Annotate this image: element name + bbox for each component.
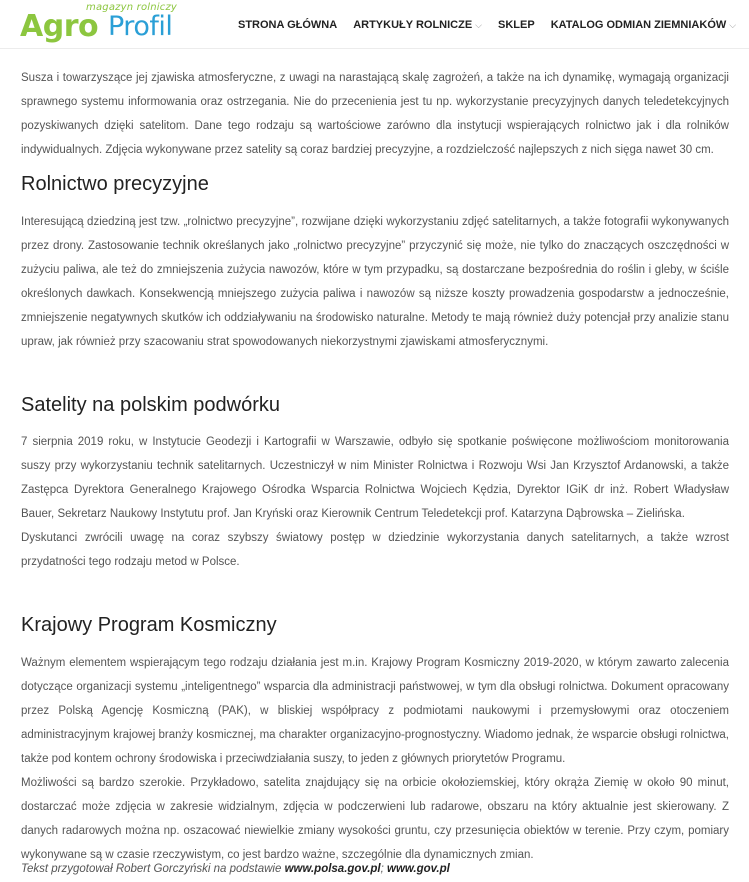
logo-tagline: magazyn rolniczy — [86, 2, 178, 13]
credit-separator: ; — [380, 863, 388, 875]
nav-item-home[interactable] — [238, 17, 337, 33]
section-paragraph: Możliwości są bardzo szerokie. Przykładowo, satelita znajdujący się na orbicie okołoziemskiej, który okrąża Ziemię w około 90 minut, dostarczać może zdjęcia w zakresie widzialnym, zdjęcia w podczerwieni lub radarowe, obszaru na który aktualnie jest skierowany. Z danych radarowych można np. oszacować niewielkie zmiany wysokości gruntu, czy przesunięcia obiektów w terenie. Przy czym, pomiary wykonywane są w czasie rzeczywistym, co jest bardzo ważne, szczególnie dla dynamicznych zmian. — [21, 777, 729, 861]
article-credit — [21, 859, 450, 879]
section-body-satellites — [21, 430, 729, 574]
section-paragraph: Ważnym elementem wspierającym tego rodzaju działania jest m.in. Krajowy Program Kosmiczny 2019-2020, w którym zawarto zalecenia dotyczące organizacji systemu „inteligentnego” wsparcia dla administracji państwowej, w tym dla obsługi rolnictwa. Dokument opracowany przez Polską Agencję Kosmiczną (PAK), w bliskiej współpracy z podmiotami naukowymi i przemysłowymi oraz otoczeniem administracyjnym krajowej branży kosmicznej, ma charakter organizacyjno-prognostyczny. Wiadomo jednak, że wsparcie obsługi rolnictwa, także pod kontem ochrony środowiska i przeciwdziałania suszy, to jeden z głównych priorytetów Programu. — [21, 657, 729, 765]
section-paragraph: Dyskutanci zwrócili uwagę na coraz szybszy światowy postęp w dziedzinie wykorzystania danych satelitarnych, a także wzrost przydatności tego rodzaju metod w Polsce. — [21, 532, 729, 568]
chevron-down-icon: ⌵ — [729, 19, 737, 30]
nav-label: STRONA GŁÓWNA — [238, 19, 338, 31]
section-heading-space-program: Krajowy Program Kosmiczny — [21, 614, 277, 636]
nav-item-catalog[interactable] — [551, 17, 736, 33]
nav-label: ARTYKUŁY ROLNICZE — [353, 19, 473, 31]
main-nav — [238, 17, 736, 33]
chevron-down-icon: ⌵ — [475, 19, 482, 30]
nav-label: KATALOG ODMIAN ZIEMNIAKÓW — [550, 19, 727, 31]
section-heading-satellites: Satelity na polskim podwórku — [21, 394, 281, 416]
section-heading-precision: Rolnictwo precyzyjne — [21, 173, 209, 195]
site-logo[interactable] — [20, 2, 190, 46]
credit-text: Tekst przygotował Robert Gorczyński na podstawie — [21, 863, 285, 875]
nav-label: SKLEP — [498, 19, 535, 31]
nav-item-shop[interactable] — [498, 17, 535, 33]
section-paragraph: 7 sierpnia 2019 roku, w Instytucie Geodezji i Kartografii w Warszawie, odbyło się spotkanie poświęcone możliwościom monitorowania suszy przy wykorzystaniu technik satelitarnych. Uczestniczył w nim Minister Rolnictwa i Rozwoju Wsi Jan Krzysztof Ardanowski, a także Zastępca Dyrektora Generalnego Krajowego Ośrodka Wsparcia Rolnictwa Wojciech Kędzia, Dyrektor IGiK dr inż. Robert Władysław Bauer, Sekretarz Naukowy Instytutu prof. Jan Kryński oraz Kierownik Centrum Teledetekcji prof. Katarzyna Dąbrowska – Zielińska. — [21, 436, 729, 520]
credit-link-gov[interactable]: www.gov.pl — [387, 863, 450, 875]
logo-agro: Agro — [20, 9, 99, 44]
site-header — [0, 0, 749, 49]
section-paragraph-precision: Interesującą dziedziną jest tzw. „rolnictwo precyzyjne”, rozwijane dzięki wykorzystaniu zdjęć satelitarnych, a także fotografii wykonywanych przez drony. Zastosowanie technik określanych jako „rolnictwo precyzyjne” przyczynić się może, nie tylko do znaczących oszczędności w zużyciu paliwa, ale też do zmniejszenia zużycia nawozów, które w tym przypadku, są dostarczane bezpośrednia do roślin i gleby, w ściśle określonych dawkach. Konsekwencją mniejszego zużycia paliwa i nawozów są niższe koszty prowadzenia gospodarstw a jednocześnie, zmniejszenie negatywnych skutków ich oddziaływaniu na środowisko naturalne. Metody te mają również duży potencjał przy analizie stanu upraw, jak również przy szacowaniu strat spowodowanych niekorzystnymi zjawiskami atmosferycznymi. — [21, 216, 729, 348]
nav-item-articles[interactable] — [353, 17, 482, 33]
credit-link-polsa[interactable]: www.polsa.gov.pl — [284, 863, 381, 875]
section-body-space-program — [21, 651, 729, 867]
intro-paragraph: Susza i towarzyszące jej zjawiska atmosferyczne, z uwagi na narastającą skalę zagrożeń, a także na ich dynamikę, wymagają organizacji sprawnego systemu informowania oraz ostrzegania. Nie do przecenienia jest tu np. wykorzystanie precyzyjnych danych teledetekcyjnych pozyskiwanych dzięki satelitom. Dane tego rodzaju są wartościowe zarówno dla instytucji wspierających rolnictwo jak i dla rolników indywidualnych. Zdjęcia wykonywane przez satelity są coraz bardziej precyzyjne, a rozdzielczość najlepszych z nich sięga nawet 30 cm. — [21, 72, 729, 156]
logo-profil: Profil — [108, 11, 173, 42]
